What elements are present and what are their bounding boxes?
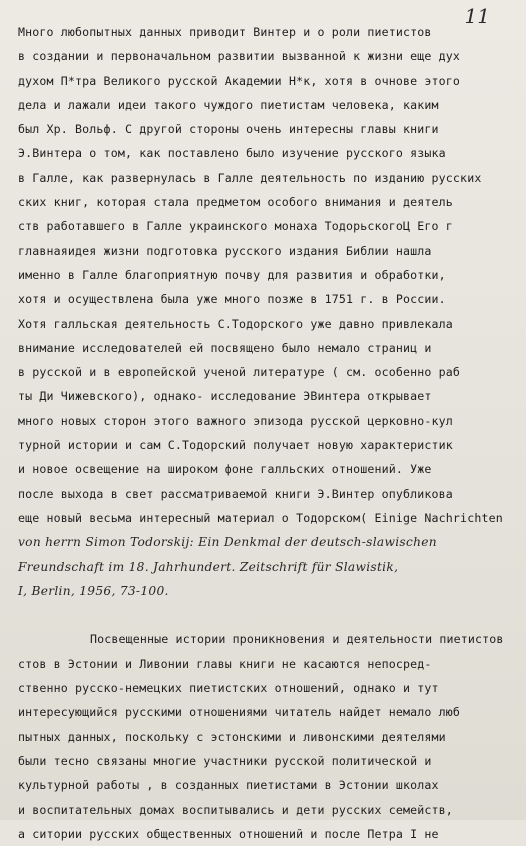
text-line: Много любопытных данных приводит Винтер и о роли пиетистов [18,25,432,39]
blank-line [18,603,518,627]
text-line: культурной работы , в созданных пиетистами в Эстонии школах [18,778,439,793]
text-line: ственно русско-немецких пиетистских отношений, однако и тут [18,681,439,696]
text-line: интересующийся русскими отношениями читатель найдет немало люб [18,705,461,720]
text-line: еще новый весьма интересный материал о Тодорском( Einige Nachrichten [18,510,503,525]
text-line: Посвещенные истории проникновения и деятельности пиетистов [90,632,504,647]
handwritten-line: Freundschaft im 18. Jahrhundert. Zeitschrift für Slawistik, [18,559,399,574]
text-line: в Галле, как развернулась в Галле деятельность по изданию русских [18,170,482,185]
text-line: был Хр. Вольф. С другой стороны очень интересны главы книги [18,122,439,137]
text-line: после выхода в свет рассматриваемой книги Э.Винтер опубликова [18,486,453,501]
text-line: а ситории русских общественных отношений и после Петра I не [18,826,439,841]
text-line: внимание исследователей ей посвящено было немало страниц и [18,340,432,355]
text-line: ств работавшего в Галле украинского монаха ТодорьскогоЦ Его г [18,219,453,234]
text-line: в создании и первоначальном развитии вызванной к жизни еще дух [18,49,461,64]
handwritten-line: I, Berlin, 1956, 73-100. [18,583,169,598]
typed-text-body [18,20,518,846]
text-line: именно в Галле благоприятную почву для развития и обработки, [18,267,446,282]
handwritten-line: von herrn Simon Todorskij: Ein Denkmal der deutsch-slawischen [18,535,437,550]
text-line: духом П*тра Великого русской Академии Н*к, хотя в очнове этого [18,73,461,88]
text-line: и новое освещение на широком фоне галльских отношений. Уже [18,462,432,477]
text-line: стов в Эстонии и Ливонии главы книги не касаются непосред- [18,656,432,671]
text-line: Э.Винтера о том, как поставлено было изучение русского языка [18,146,446,161]
text-line: главнаяидея жизни подготовка русского издания Библии нашла [18,243,432,258]
text-line: хотя и осуществлена была уже много позже в 1751 г. в России. [18,292,446,307]
text-line: ты Ди Чижевского), однако- исследование ЭВинтера открывает [18,389,432,404]
page-number: 11 [464,4,490,28]
text-line: в русской и в европейской ученой литературе ( см. особенно раб [18,365,461,380]
text-line: Хотя галльская деятельность С.Тодорского уже давно привлекала [18,316,453,331]
text-line: много новых сторон этого важного эпизода русской церковно-кул [18,413,453,428]
text-line: дела и лажали идеи такого чуждого пиетистам человека, каким [18,97,439,112]
text-line: были тесно связаны многие участники русской политической и [18,753,432,768]
text-line: пытных данных, поскольку с эстонскими и ливонскими деятелями [18,729,446,744]
text-line: и воспитательных домах воспитывались и дети русских семейств, [18,802,453,817]
text-line: ских книг, которая стала предметом особого внимания и деятель [18,195,453,210]
text-line: турной истории и сам С.Тодорский получает новую характеристик [18,438,453,453]
